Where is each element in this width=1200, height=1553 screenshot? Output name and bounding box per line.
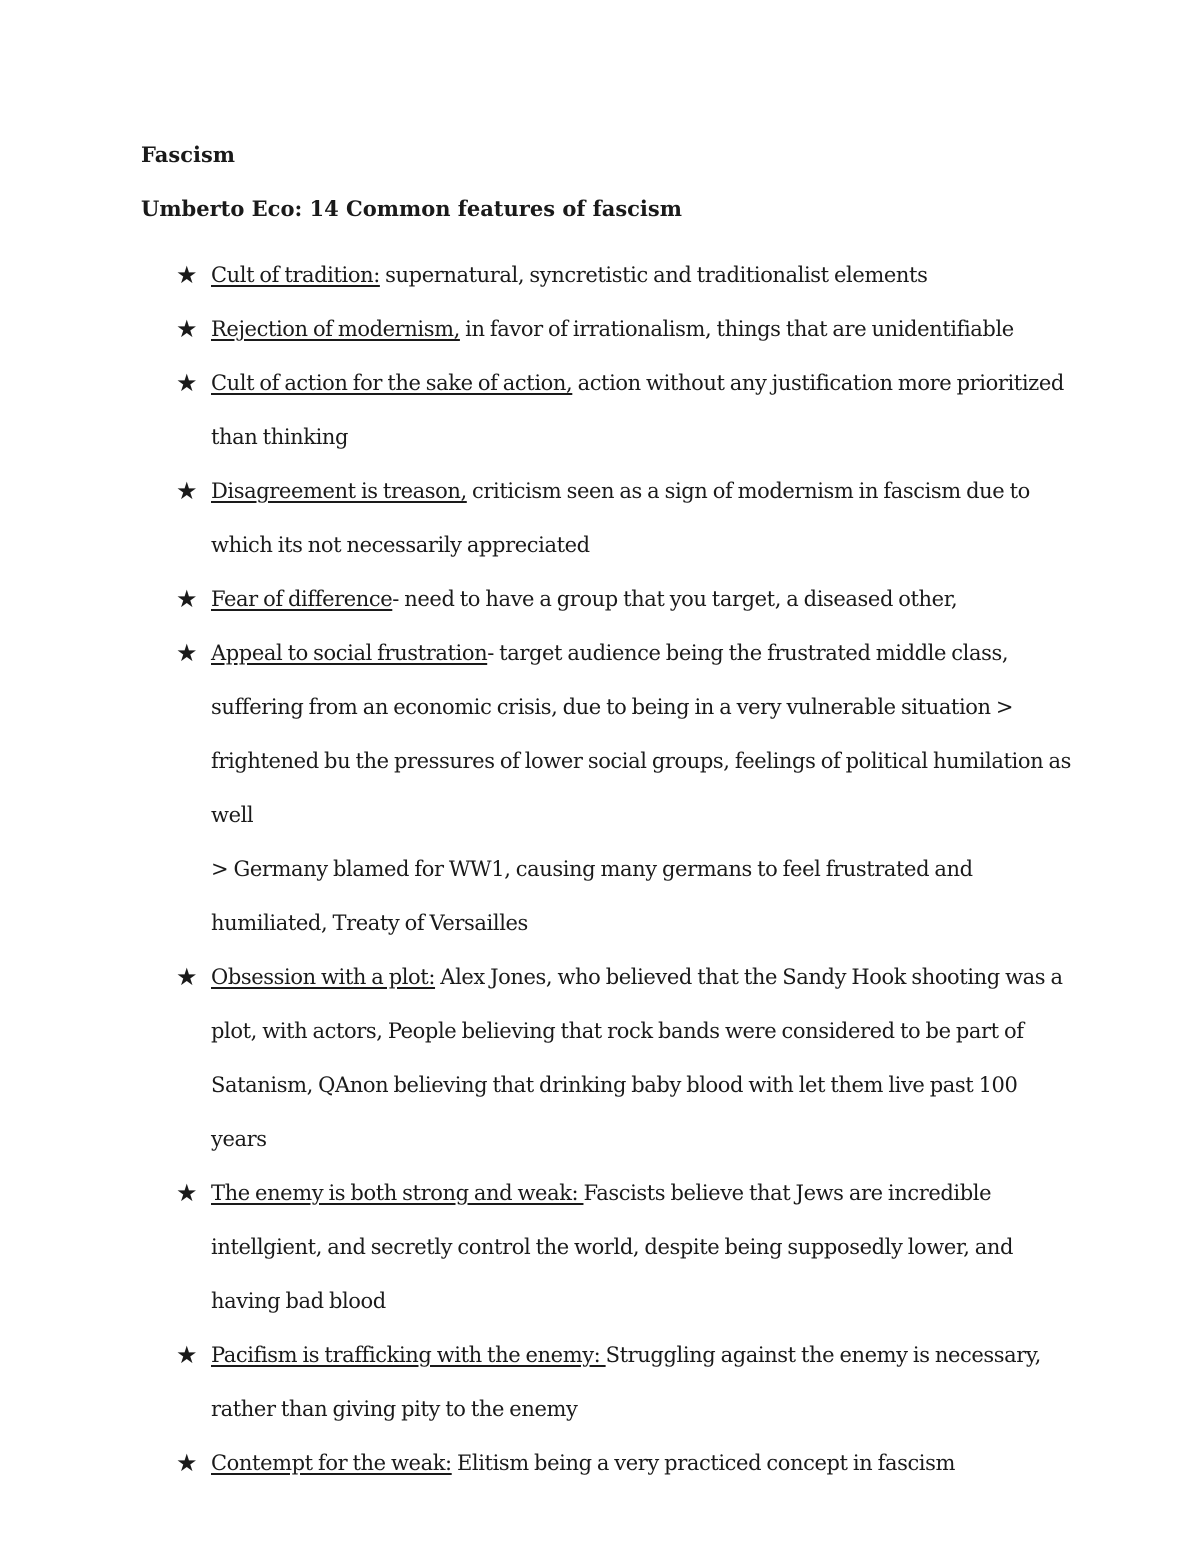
star-icon: ★ [176,369,198,397]
item-text: - target audience being the frustrated middle class, suffering from an economic crisis, due to being in a very vulnerable situation > frightened bu the pressures of lower social groups, feelings of political humilation as well [211,641,1071,827]
item-term: Obsession with a plot: [211,965,436,989]
item-text: Fascists believe that Jews are incredible intellgient, and secretly control the world, despite being supposedly lower, and having bad blood [211,1181,1014,1313]
list-item [176,1166,1076,1328]
item-text: Alex Jones, who believed that the Sandy Hook shooting was a plot, with actors, People believing that rock bands were considered to be part of Satanism, QAnon believing that drinking baby blood with let them live past 100 years [211,965,1063,1151]
item-text: Elitism being a very practiced concept in fascism [451,1451,956,1475]
star-icon: ★ [176,1341,198,1369]
item-term: Rejection of modernism, [211,317,460,341]
star-icon: ★ [176,585,198,613]
list-item [176,302,1076,356]
list-item [176,626,1076,950]
list-item [176,572,1076,626]
star-icon: ★ [176,261,198,289]
list-item [176,1436,1076,1490]
list-item [176,950,1076,1166]
item-text: action without any justification more prioritized than thinking [211,371,1064,449]
item-term: Fear of difference [211,587,393,611]
feature-list [176,248,1076,1490]
star-icon: ★ [176,963,198,991]
item-term: Pacifism is trafficking with the enemy: [211,1343,606,1367]
list-item [176,248,1076,302]
item-term: Appeal to social frustration [211,641,488,665]
star-icon: ★ [176,477,198,505]
item-term: The enemy is both strong and weak: [211,1181,584,1205]
item-text: criticism seen as a sign of modernism in fascism due to which its not necessarily appreciated [211,479,1030,557]
item-text: - need to have a group that you target, a diseased other, [392,587,958,611]
item-term: Cult of tradition: [211,263,380,287]
list-item [176,1328,1076,1436]
star-icon: ★ [176,1449,198,1477]
item-term: Contempt for the weak: [211,1451,452,1475]
star-icon: ★ [176,1179,198,1207]
item-term: Disagreement is treason, [211,479,467,503]
document-subtitle: Umberto Eco: 14 Common features of fascism [141,196,682,221]
item-text: Struggling against the enemy is necessary, rather than giving pity to the enemy [211,1343,1041,1421]
item-text: supernatural, syncretistic and traditionalist elements [379,263,928,287]
document-title: Fascism [141,142,235,167]
item-term: Cult of action for the sake of action, [211,371,573,395]
star-icon: ★ [176,315,198,343]
list-item [176,356,1076,464]
list-item [176,464,1076,572]
item-extra-text: > Germany blamed for WW1, causing many germans to feel frustrated and humiliated, Treaty of Versailles [211,857,973,935]
item-text: in favor of irrationalism, things that are unidentifiable [459,317,1014,341]
star-icon: ★ [176,639,198,667]
